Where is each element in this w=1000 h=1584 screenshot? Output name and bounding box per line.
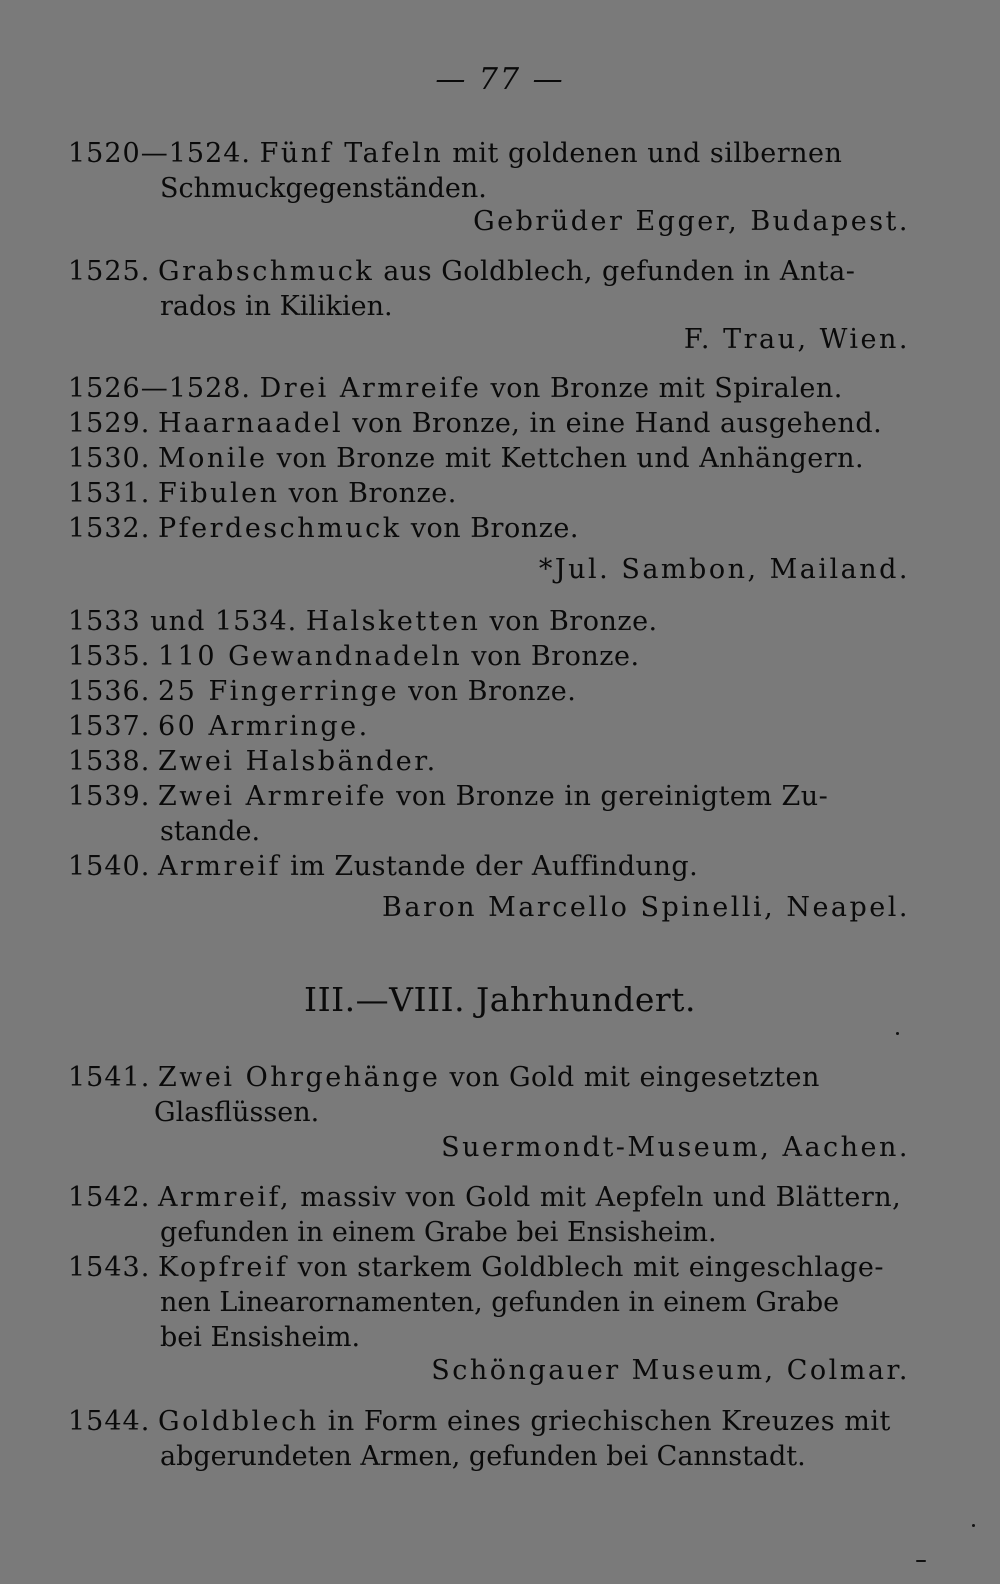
owner-credit: *Jul. Sambon, Mailand. [538, 554, 910, 585]
catalog-entry [68, 709, 908, 744]
entry-text: im Zustande der Auffindung. [281, 851, 699, 882]
catalog-entry [68, 674, 908, 709]
entry-line [68, 639, 908, 674]
entry-line [68, 1060, 908, 1095]
entry-continuation: abgerundeten Armen, gefunden bei Cannstadt. [160, 1441, 806, 1472]
owner-credit: Gebrüder Egger, Budapest. [473, 206, 910, 237]
catalog-entry [68, 136, 908, 206]
catalog-entry [68, 406, 908, 441]
entry-title: Fibulen [158, 478, 280, 509]
entry-line [68, 1180, 908, 1215]
entry-continuation: Schmuckgegenständen. [160, 173, 487, 204]
scan-speck [916, 1560, 926, 1562]
entry-text: von Bronze, in eine Hand ausgehend. [343, 408, 883, 439]
entry-line [68, 371, 908, 406]
catalog-entry [68, 744, 908, 779]
entry-title: Zwei Armreife [158, 781, 388, 812]
entry-number: 1541. [68, 1062, 151, 1093]
scan-speck [972, 1524, 975, 1527]
entry-continuation: nen Linearornamenten, gefunden in einem Grabe [160, 1287, 840, 1318]
entry-number: 1529. [68, 408, 151, 439]
page-number: — 77 — [435, 62, 565, 97]
entry-text: von Bronze. [401, 513, 579, 544]
entry-line [68, 476, 908, 511]
entry-title: Halsketten [305, 606, 481, 637]
entry-number: 1538. [68, 746, 151, 777]
entry-continuation: stande. [160, 816, 261, 847]
entry-line [68, 1404, 908, 1439]
entry-title: Pferdeschmuck [158, 513, 402, 544]
entry-number: 1525. [68, 256, 151, 287]
catalog-entry [68, 779, 908, 849]
entry-title: Zwei Ohrgehänge [158, 1062, 441, 1093]
entry-number: 1526—1528. [68, 373, 252, 404]
catalog-entry [68, 639, 908, 674]
entry-text: von starkem Goldblech mit eingeschlage- [288, 1252, 884, 1283]
entry-line [68, 849, 908, 884]
scan-speck [896, 1032, 899, 1035]
entry-number: 1535. [68, 641, 151, 672]
entry-title: Haarnaadel [158, 408, 344, 439]
entry-line [68, 779, 908, 814]
catalog-entry [68, 1180, 908, 1250]
owner-credit: F. Trau, Wien. [683, 324, 910, 355]
entry-number: 1540. [68, 851, 151, 882]
owner-credit: Suermondt-Museum, Aachen. [441, 1132, 910, 1163]
entry-number: 1537. [68, 711, 151, 742]
catalog-entry [68, 254, 908, 324]
entry-number: 1531. [68, 478, 151, 509]
entry-line [68, 406, 908, 441]
entry-continuation: gefunden in einem Grabe bei Ensisheim. [160, 1217, 717, 1248]
catalog-entry [68, 511, 908, 546]
entry-number: 1530. [68, 443, 151, 474]
entry-line [68, 1250, 908, 1285]
entry-title: 110 Gewandnadeln [158, 641, 463, 672]
entry-text: von Gold mit eingesetzten [440, 1062, 820, 1093]
entry-text: von Bronze. [480, 606, 658, 637]
entry-title: Goldblech [158, 1406, 319, 1437]
entry-number: 1539. [68, 781, 151, 812]
entry-text: aus Goldblech, gefunden in Anta- [374, 256, 856, 287]
entry-number: 1542. [68, 1182, 151, 1213]
entry-line [68, 709, 908, 744]
entry-number: 1543. [68, 1252, 151, 1283]
entry-text: in Form eines griechischen Kreuzes mit [318, 1406, 891, 1437]
entry-text: von Bronze mit Kettchen und Anhängern. [267, 443, 865, 474]
entry-title: Armreif [158, 851, 282, 882]
entry-text: massiv von Gold mit Aepfeln und Blättern, [291, 1182, 902, 1213]
entry-number: 1532. [68, 513, 151, 544]
entry-line [68, 674, 908, 709]
entry-line [68, 744, 908, 779]
entry-text: mit goldenen und silbernen [443, 138, 843, 169]
catalog-entry [68, 441, 908, 476]
entry-title: Zwei Halsbänder. [158, 746, 438, 777]
entry-line [68, 136, 908, 171]
entry-title: Kopfreif [158, 1252, 289, 1283]
entry-number: 1544. [68, 1406, 151, 1437]
catalog-entry [68, 476, 908, 511]
catalog-entry [68, 1250, 908, 1355]
entry-number: 1520—1524. [68, 138, 252, 169]
entry-continuation: Glasflüssen. [154, 1097, 320, 1128]
entry-title: 25 Fingerringe [158, 676, 400, 707]
entry-title: Grabschmuck [158, 256, 375, 287]
owner-credit: Schöngauer Museum, Colmar. [431, 1355, 910, 1386]
catalog-entry [68, 1060, 908, 1130]
entry-line [68, 511, 908, 546]
section-heading: III.—VIII. Jahrhundert. [304, 980, 696, 1019]
entry-text: von Bronze. [462, 641, 640, 672]
entry-text: von Bronze in gereinigtem Zu- [387, 781, 829, 812]
catalog-entry [68, 604, 908, 639]
entry-number: 1536. [68, 676, 151, 707]
entry-line [68, 254, 908, 289]
entry-title: Armreif, [158, 1182, 292, 1213]
entry-title: Monile [158, 443, 268, 474]
entry-title: Fünf Tafeln [259, 138, 444, 169]
catalog-entry [68, 1404, 908, 1474]
entry-line [68, 441, 908, 476]
entry-title: Drei Armreife [259, 373, 482, 404]
entry-line [68, 604, 908, 639]
entry-text: von Bronze. [279, 478, 457, 509]
entry-text: von Bronze. [399, 676, 577, 707]
entry-continuation: bei Ensisheim. [160, 1322, 361, 1353]
entry-title: 60 Armringe. [158, 711, 370, 742]
entry-continuation: rados in Kilikien. [160, 291, 393, 322]
entry-text: von Bronze mit Spiralen. [481, 373, 843, 404]
entry-number: 1533 und 1534. [68, 606, 298, 637]
catalog-entry [68, 849, 908, 884]
catalog-entry [68, 371, 908, 406]
owner-credit: Baron Marcello Spinelli, Neapel. [382, 892, 910, 923]
